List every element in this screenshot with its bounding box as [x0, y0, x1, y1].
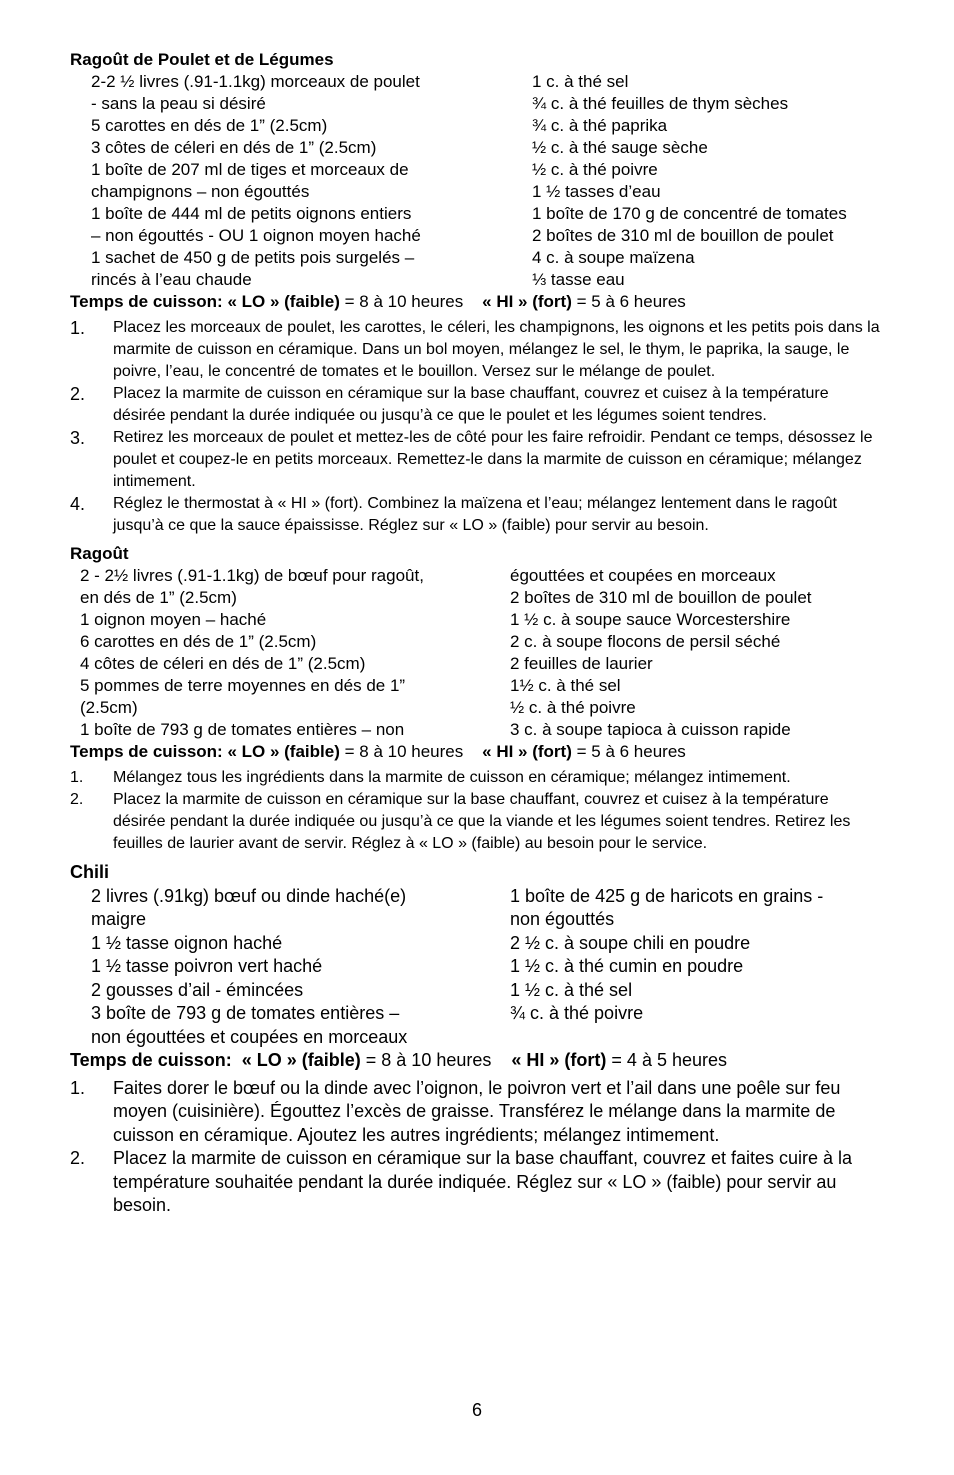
ingredient: 2 feuilles de laurier [510, 654, 653, 673]
ingredient: 1 boîte de 793 g de tomates entières – non [80, 720, 405, 739]
ingredients-left [70, 71, 532, 291]
step [70, 383, 890, 427]
ingredient: ⅓ tasse eau [532, 270, 625, 289]
ingredient: 2 c. à soupe flocons de persil séché [510, 632, 781, 651]
ingredients [70, 885, 890, 1050]
ingredient: 1 ½ c. à thé sel [510, 979, 633, 1000]
step [70, 1147, 890, 1218]
hi-value: = 4 à 5 heures [611, 1050, 728, 1070]
recipe-chili [70, 861, 890, 1218]
step-text: Placez la marmite de cuisson en céramique sur la base chauffant, couvrez et cuisez à la température désirée pendant la durée indiquée ou jusqu’à ce que la viande et les légumes soient tendres. Retirez les feuilles de laurier avant de servir. Réglez à « LO » (faible) au besoin pour le service. [113, 791, 851, 852]
ingredients-right [532, 71, 847, 291]
steps [70, 317, 890, 537]
ingredient: 1 boîte de 444 ml de petits oignons entiers [91, 204, 412, 223]
steps [70, 767, 890, 855]
ingredient: 1 boîte de 170 g de concentré de tomates [532, 204, 847, 223]
page-number: 6 [471, 1400, 482, 1420]
hi-label: « HI » (fort) [482, 292, 572, 311]
lo-value: = 8 à 10 heures [365, 1050, 492, 1070]
step [70, 317, 890, 383]
ingredient: 3 côtes de céleri en dés de 1” (2.5cm) [91, 138, 377, 157]
cooking-time [70, 741, 890, 763]
step [70, 767, 890, 789]
step [70, 427, 890, 493]
step-number: 4. [70, 494, 86, 514]
ingredient: en dés de 1” (2.5cm) [80, 588, 237, 607]
hi-value: = 5 à 6 heures [576, 292, 686, 311]
ingredients-left [70, 885, 510, 1050]
step [70, 789, 890, 855]
ingredients-left [70, 565, 510, 741]
ingredient: 1 ½ tasse poivron vert haché [91, 956, 323, 976]
step-text: Réglez le thermostat à « HI » (fort). Combinez la maïzena et l’eau; mélangez lentement dans le ragoût jusqu’à ce que la sauce épaississe. Réglez sur « LO » (faible) pour servir au besoin. [113, 495, 837, 534]
ingredient: 2 gousses d’ail - émincées [91, 979, 304, 1000]
cooking-time [70, 291, 890, 313]
ingredient: 1 boîte de 207 ml de tiges et morceaux de [91, 160, 409, 179]
ingredient: maigre [91, 909, 147, 929]
ingredients-right [510, 885, 823, 1050]
ingredients-right [510, 565, 812, 741]
step-text: Placez la marmite de cuisson en céramique sur la base chauffant, couvrez et faites cuire à la température souhaitée pendant la durée indiquée. Réglez sur « LO » (faible) pour servir au besoin. [113, 1148, 853, 1215]
ingredient: - sans la peau si désiré [91, 94, 266, 113]
ingredient: 1 sachet de 450 g de petits pois surgelés – [91, 248, 415, 267]
step-number: 2. [70, 384, 86, 404]
ingredients [70, 71, 890, 291]
ingredients [70, 565, 890, 741]
ingredient: 1 boîte de 425 g de haricots en grains - [510, 885, 824, 906]
ingredient: non égouttés [510, 909, 615, 929]
recipe-title: Chili [70, 862, 109, 882]
step-number: 2. [70, 791, 84, 808]
cooking-time-label: Temps de cuisson: [70, 1050, 232, 1070]
ingredient: 1 c. à thé sel [532, 72, 629, 91]
ingredient: ¾ c. à thé feuilles de thym sèches [532, 94, 789, 113]
ingredient: 2 boîtes de 310 ml de bouillon de poulet [510, 588, 812, 607]
ingredient: 4 côtes de céleri en dés de 1” (2.5cm) [80, 654, 366, 673]
ingredient: – non égouttés - OU 1 oignon moyen haché [91, 226, 421, 245]
step-text: Placez les morceaux de poulet, les carottes, le céleri, les champignons, les oignons et les petits pois dans la marmite de cuisson en céramique. Dans un bol moyen, mélangez le sel, le thym, le paprika, la sauge, le poivre, l’eau, le concentré de tomates et le bouillon. Versez sur le mélange de poulet. [113, 319, 880, 380]
step-number: 1. [70, 318, 86, 338]
ingredient: égouttées et coupées en morceaux [510, 566, 776, 585]
ingredient: 2-2 ½ livres (.91-1.1kg) morceaux de poulet [91, 72, 420, 91]
ingredient: 6 carottes en dés de 1” (2.5cm) [80, 632, 317, 651]
step [70, 493, 890, 537]
ingredient: non égouttées et coupées en morceaux [91, 1026, 408, 1047]
ingredient: ¾ c. à thé poivre [510, 1003, 644, 1023]
lo-label: « LO » (faible) [241, 1050, 361, 1070]
steps [70, 1077, 890, 1218]
ingredient: 2 livres (.91kg) bœuf ou dinde haché(e) [91, 885, 407, 906]
recipe-title: Ragoût [70, 544, 129, 563]
ingredient: 1 ½ c. à thé cumin en poudre [510, 956, 744, 976]
cooking-time-label: Temps de cuisson: [70, 292, 223, 311]
cooking-time-label: Temps de cuisson: [70, 742, 223, 761]
step-text: Mélangez tous les ingrédients dans la marmite de cuisson en céramique; mélangez intimement. [113, 769, 791, 786]
step-text: Retirez les morceaux de poulet et mettez-les de côté pour les faire refroidir. Pendant ce temps, désossez le poulet et coupez-le en petits morceaux. Remettez-le dans la marmite de cuisson en céramique; mélangez intimement. [113, 429, 873, 490]
step-number: 3. [70, 428, 86, 448]
step-text: Placez la marmite de cuisson en céramique sur la base chauffant, couvrez et cuisez à la température désirée pendant la durée indiquée ou jusqu’à ce que le poulet et les légumes soient tendres. [113, 385, 829, 424]
ingredient: 1 ½ tasse oignon haché [91, 932, 283, 953]
ingredient: 5 pommes de terre moyennes en dés de 1” [80, 676, 406, 695]
step-number: 2. [70, 1148, 86, 1168]
step-number: 1. [70, 769, 84, 786]
lo-label: « LO » (faible) [227, 292, 340, 311]
recipe-ragout [70, 543, 890, 855]
ingredient: ½ c. à thé sauge sèche [532, 138, 708, 157]
ingredient: 2 ½ c. à soupe chili en poudre [510, 932, 751, 953]
ingredient: ½ c. à thé poivre [510, 698, 636, 717]
cooking-time [70, 1049, 890, 1073]
recipe-title: Ragoût de Poulet et de Légumes [70, 50, 334, 69]
hi-label: « HI » (fort) [511, 1050, 607, 1070]
ingredient: 3 c. à soupe tapioca à cuisson rapide [510, 720, 791, 739]
lo-label: « LO » (faible) [227, 742, 340, 761]
ingredient: 4 c. à soupe maïzena [532, 248, 695, 267]
lo-value: = 8 à 10 heures [344, 292, 464, 311]
ingredient: ½ c. à thé poivre [532, 160, 658, 179]
step-number: 1. [70, 1077, 86, 1098]
ingredient: champignons – non égouttés [91, 182, 310, 201]
recipe-poulet-legumes [70, 49, 890, 537]
hi-label: « HI » (fort) [482, 742, 572, 761]
ingredient: 1 ½ c. à soupe sauce Worcestershire [510, 610, 791, 629]
recipe-page [70, 49, 890, 1218]
lo-value: = 8 à 10 heures [344, 742, 464, 761]
step-text: Faites dorer le bœuf ou la dinde avec l’oignon, le poivron vert et l’ail dans une poêle sur feu moyen (cuisinière). Égouttez l’excès de graisse. Transférez le mélange dans la marmite de cuisson en céramique. Ajoutez les autres ingrédients; mélangez intimement. [113, 1077, 841, 1145]
ingredient: 2 boîtes de 310 ml de bouillon de poulet [532, 226, 834, 245]
hi-value: = 5 à 6 heures [576, 742, 686, 761]
ingredient: 1 ½ tasses d’eau [532, 182, 661, 201]
ingredient: 5 carottes en dés de 1” (2.5cm) [91, 116, 328, 135]
ingredient: ¾ c. à thé paprika [532, 116, 668, 135]
ingredient: 1 oignon moyen – haché [80, 610, 267, 629]
ingredient: 2 - 2½ livres (.91-1.1kg) de bœuf pour ragoût, [80, 566, 424, 585]
step [70, 1077, 890, 1148]
ingredient: 3 boîte de 793 g de tomates entières – [91, 1003, 400, 1023]
ingredient: (2.5cm) [80, 698, 138, 717]
ingredient: 1½ c. à thé sel [510, 676, 621, 695]
ingredient: rincés à l’eau chaude [91, 270, 252, 289]
